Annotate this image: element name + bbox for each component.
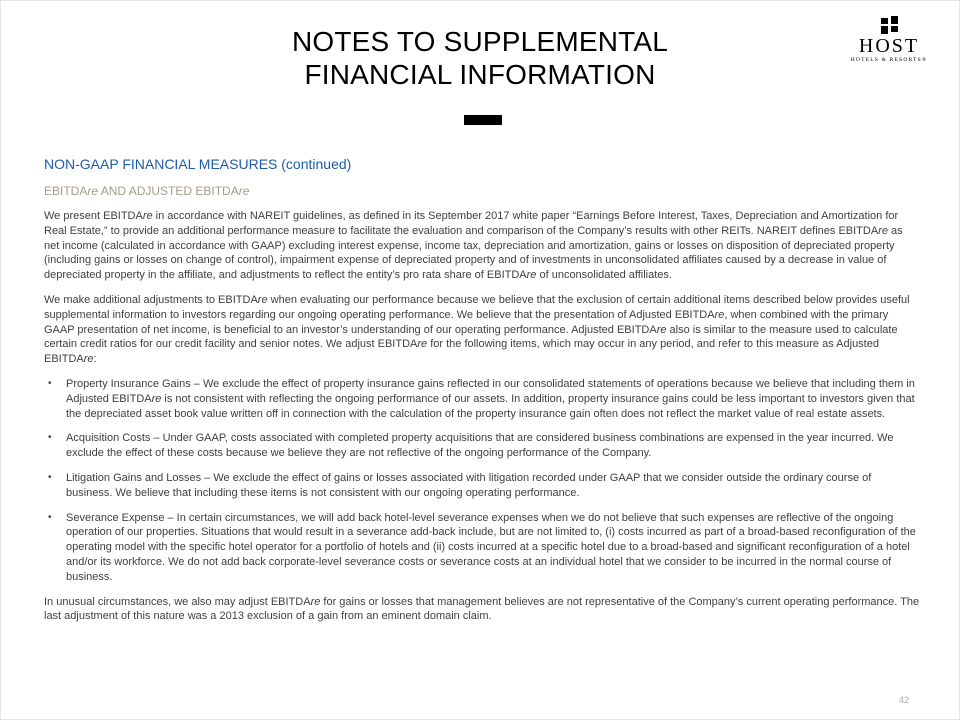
bullet-text: Acquisition Costs – Under GAAP, costs associated with completed property acquisitions that are considered business combinations are expensed in the year incurred. We exclude the effect of these costs because we believe they are not reflective of the ongoing performance of the Company. xyxy=(66,432,894,460)
section-heading: NON-GAAP FINANCIAL MEASURES (continued) xyxy=(44,156,352,172)
host-logo-mark-icon xyxy=(880,15,899,34)
bullet-marker: • xyxy=(48,511,52,523)
paragraph-ebitdare-definition: We present EBITDAre in accordance with NAREIT guidelines, as defined in its September 2017 white paper “Earnings Before Interest, Taxes, Depreciation and Amortization for Real Estate,” to provide an additional performance measure to facilitate the evaluation and comparison of the Company’s results with other REITs. NAREIT defines EBITDAre as net income (calculated in accordance with GAAP) excluding interest expense, income tax, depreciation and amortization, gains or losses on disposition of depreciated property (including gains or losses on change of control), impairment expense of depreciated property and of investments in unconsolidated affiliates caused by a decrease in value of depreciated property in the affiliate, and adjustments to reflect the entity’s pro rata share of EBITDAre of unconsolidated affiliates. xyxy=(44,210,903,282)
bullet-severance-expense xyxy=(44,511,920,585)
bullet-litigation-gains-losses xyxy=(44,471,920,501)
host-logo-tagline: HOTELS & RESORTS® xyxy=(850,57,928,63)
bullet-marker: • xyxy=(48,377,52,389)
body-content xyxy=(44,156,920,634)
bullet-text: Property Insurance Gains – We exclude the effect of property insurance gains reflected in our consolidated statements of operations because we believe that including them in Adjusted EBITDAre is not consistent with reflecting the ongoing performance of our assets. In addition, property insurance gains could be less important to investors given that the depreciated asset book value written off in connection with the calculation of the property insurance gain often does not reflect the market value of real estate assets. xyxy=(66,377,915,420)
bullet-property-insurance-gains xyxy=(44,377,920,421)
paragraph-unusual-circumstances: In unusual circumstances, we also may adjust EBITDAre for gains or losses that management believes are not representative of the Company’s current operating performance. The last adjustment of this nature was a 2013 exclusion of a gain from an eminent domain claim. xyxy=(44,595,920,623)
bullet-text: Severance Expense – In certain circumstances, we will add back hotel-level severance expenses when we do not believe that such expenses are reflective of the ongoing operation of our properties. Situations that would result in a severance add-back include, but are not limited to, (i) costs incurred as part of a broad-based reconfiguration of the operating model with the specific hotel operator for a portfolio of hotels and (ii) costs incurred at a specific hotel due to a broad-based and significant reconfiguration of a hotel and/or its workforce. We do not add back corporate-level severance costs or severance costs at an individual hotel that we consider to be incurred in the normal course of business. xyxy=(66,511,916,583)
page-title-line2: FINANCIAL INFORMATION xyxy=(304,59,656,90)
host-logo xyxy=(843,15,935,64)
host-logo-wordmark: HOST xyxy=(858,35,920,57)
bullet-acquisition-costs xyxy=(44,431,920,461)
paragraph-additional-adjustments: We make additional adjustments to EBITDAre when evaluating our performance because we believe that the exclusion of certain additional items described below provides useful supplemental information to investors regarding our ongoing operating performance. We believe that the presentation of Adjusted EBITDAre, when combined with the primary GAAP presentation of net income, is beneficial to an investor’s understanding of our operating performance. Adjusted EBITDAre also is similar to the measure used to calculate certain credit ratios for our credit facility and senior notes. We adjust EBITDAre for the following items, which may occur in any period, and refer to this measure as Adjusted EBITDAre: xyxy=(44,293,910,366)
adjustment-bullet-list xyxy=(44,377,920,585)
page-number: 42 xyxy=(898,695,909,705)
title-divider-bar xyxy=(464,115,502,125)
bullet-text: Litigation Gains and Losses – We exclude the effect of gains or losses associated with litigation recorded under GAAP that we consider outside the ordinary course of business. We believe that including these items is not consistent with our ongoing operating performance. xyxy=(66,471,872,499)
page-title xyxy=(1,25,959,91)
bullet-marker: • xyxy=(48,471,52,483)
bullet-marker: • xyxy=(48,432,52,444)
sub-heading: EBITDAre AND ADJUSTED EBITDAre xyxy=(44,184,250,198)
page-title-line1: NOTES TO SUPPLEMENTAL xyxy=(291,26,669,57)
